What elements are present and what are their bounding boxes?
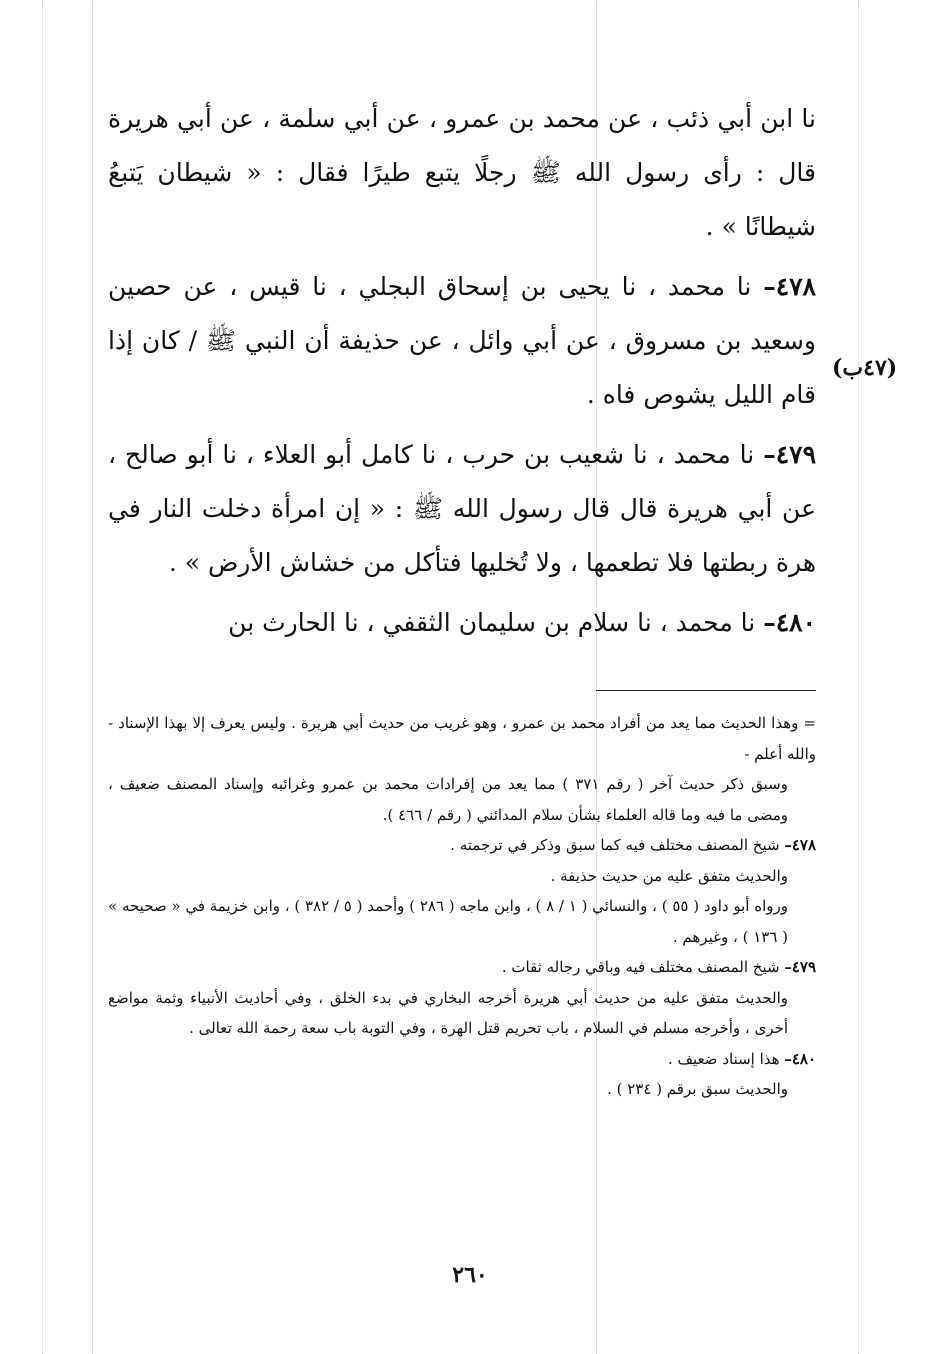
footnote: وسبق ذكر حديث آخر ( رقم ٣٧١ ) مما يعد من إفرادات محمد بن عمرو وغرائبه وإسناد المصنف ضعيف ، ومضى ما فيه وما قاله العلماء بشأن سلام المدائني ( رقم / ٤٦٦ ).	[108, 775, 788, 824]
footnote-479	[108, 952, 816, 983]
footnote: والحديث سبق برقم ( ٢٣٤ ) .	[607, 1080, 788, 1098]
footnote: والحديث متفق عليه من حديث أبي هريرة أخرجه البخاري في بدء الخلق ، وفي أحاديث الأنبياء وثمة مواضع أخرى ، وأخرجه مسلم في السلام ، باب تحريم قتل الهرة ، وفي التوبة باب سعة رحمة الله تعالى .	[108, 988, 788, 1037]
scan-guide-line	[42, 0, 43, 1354]
footnote-text: شيخ المصنف مختلف فيه وباقي رجاله ثقات .	[501, 958, 780, 976]
hadith-479	[108, 428, 816, 590]
hadith-text: نا محمد ، نا شعيب بن حرب ، نا كامل أبو العلاء ، نا أبو صالح ، عن أبي هريرة قال قال رسول الله ﷺ : « إن امرأة دخلت النار في هرة ربطتها فلا تطعمها ، ولا تُخليها فتأكل من خشاش الأرض » .	[108, 440, 816, 577]
footnote-number: ٤٧٨–	[784, 836, 816, 854]
footnote-478	[108, 830, 816, 861]
hadith-number: ٤٨٠–	[763, 608, 816, 637]
hadith-480	[108, 596, 816, 650]
manuscript-folio-marker: (٤٧ب)	[832, 355, 898, 381]
footnote-text: هذا إسناد ضعيف .	[667, 1049, 780, 1068]
hadith-text: نا محمد ، نا سلام بن سليمان الثقفي ، نا الحارث بن	[228, 608, 756, 637]
main-text	[108, 92, 816, 656]
footnote-number: ٤٨٠–	[784, 1049, 816, 1068]
hadith-number: ٤٧٨–	[763, 272, 816, 301]
scan-guide-line	[858, 0, 859, 1354]
page-number: ٢٦٠	[452, 1262, 488, 1288]
hadith-number: ٤٧٩–	[763, 440, 817, 469]
footnote-480	[108, 1044, 816, 1075]
footnote-separator	[596, 690, 816, 691]
hadith-478	[108, 260, 816, 422]
hadith-text: نا محمد ، نا يحيى بن إسحاق البجلي ، نا قيس ، عن حصين وسعيد بن مسروق ، عن أبي وائل ، عن حذيفة أن النبي ﷺ / كان إذا قام الليل يشوص فاه .	[108, 272, 816, 409]
footnote-text: شيخ المصنف مختلف فيه كما سبق وذكر في ترجمته .	[450, 836, 780, 854]
scan-guide-line	[92, 0, 93, 1354]
footnotes	[108, 708, 816, 1105]
footnote: = وهذا الحديث مما يعد من أفراد محمد بن عمرو ، وهو غريب من حديث أبي هريرة . وليس يعرف إلا بهذا الإسناد - والله أعلم -	[108, 714, 816, 763]
footnote: والحديث متفق عليه من حديث حذيفة .	[550, 866, 788, 885]
paragraph-continuation: نا ابن أبي ذئب ، عن محمد بن عمرو ، عن أبي سلمة ، عن أبي هريرة قال : رأى رسول الله ﷺ رجلًا يتبع طيرًا فقال : « شيطان يَتبعُ شيطانًا » .	[108, 104, 816, 241]
footnote: ورواه أبو داود ( ٥٥ ) ، والنسائي ( ١ / ٨ ) ، وابن ماجه ( ٢٨٦ ) وأحمد ( ٥ / ٣٨٢ ) ، وابن خزيمة في « صحيحه » ( ١٣٦ ) ، وغيرهم .	[108, 897, 788, 946]
footnote-number: ٤٧٩–	[784, 958, 816, 976]
